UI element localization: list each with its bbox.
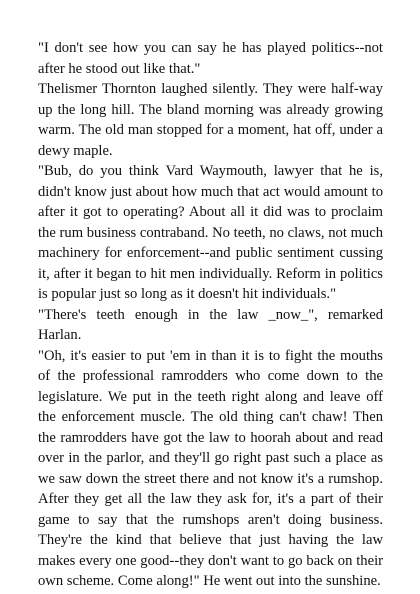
paragraph: "Oh, it's easier to put 'em in than it is to fight the mouths of the professional ramrodders who come down to the legislature. We put in the teeth right along and leave off the enforcement muscle. The old thing can't chaw! Then the ramrodders have got the law to hoorah about and read over in the parlor, and they'll go right past such a place as we saw down the street there and not know it's a rumshop. After they get all the law they ask for, it's a part of their game to say that the rumshops aren't doing business. They're the kind that believe that just having the law makes every one good--they don't want to go back on their own scheme. Come along!" He went out into the sunshine. [38, 347, 383, 589]
document-page [38, 38, 383, 592]
paragraph: "I don't see how you can say he has played politics--not after he stood out like that." [38, 40, 383, 77]
paragraph: Thelismer Thornton laughed silently. They were half-way up the long hill. The bland morning was already growing warm. The old man stopped for a moment, hat off, under a dewy maple. [38, 81, 383, 159]
paragraph: "There's teeth enough in the law _now_", remarked Harlan. [38, 306, 383, 343]
paragraph: "Bub, do you think Vard Waymouth, lawyer that he is, didn't know just about how much that act would amount to after it got to operating? About all it did was to proclaim the rum business contraband. No teeth, no claws, not much machinery for enforcement--and public sentiment cussing it, after it began to hit men individually. Reform in politics is popular just so long as it doesn't hit individuals." [38, 163, 383, 302]
